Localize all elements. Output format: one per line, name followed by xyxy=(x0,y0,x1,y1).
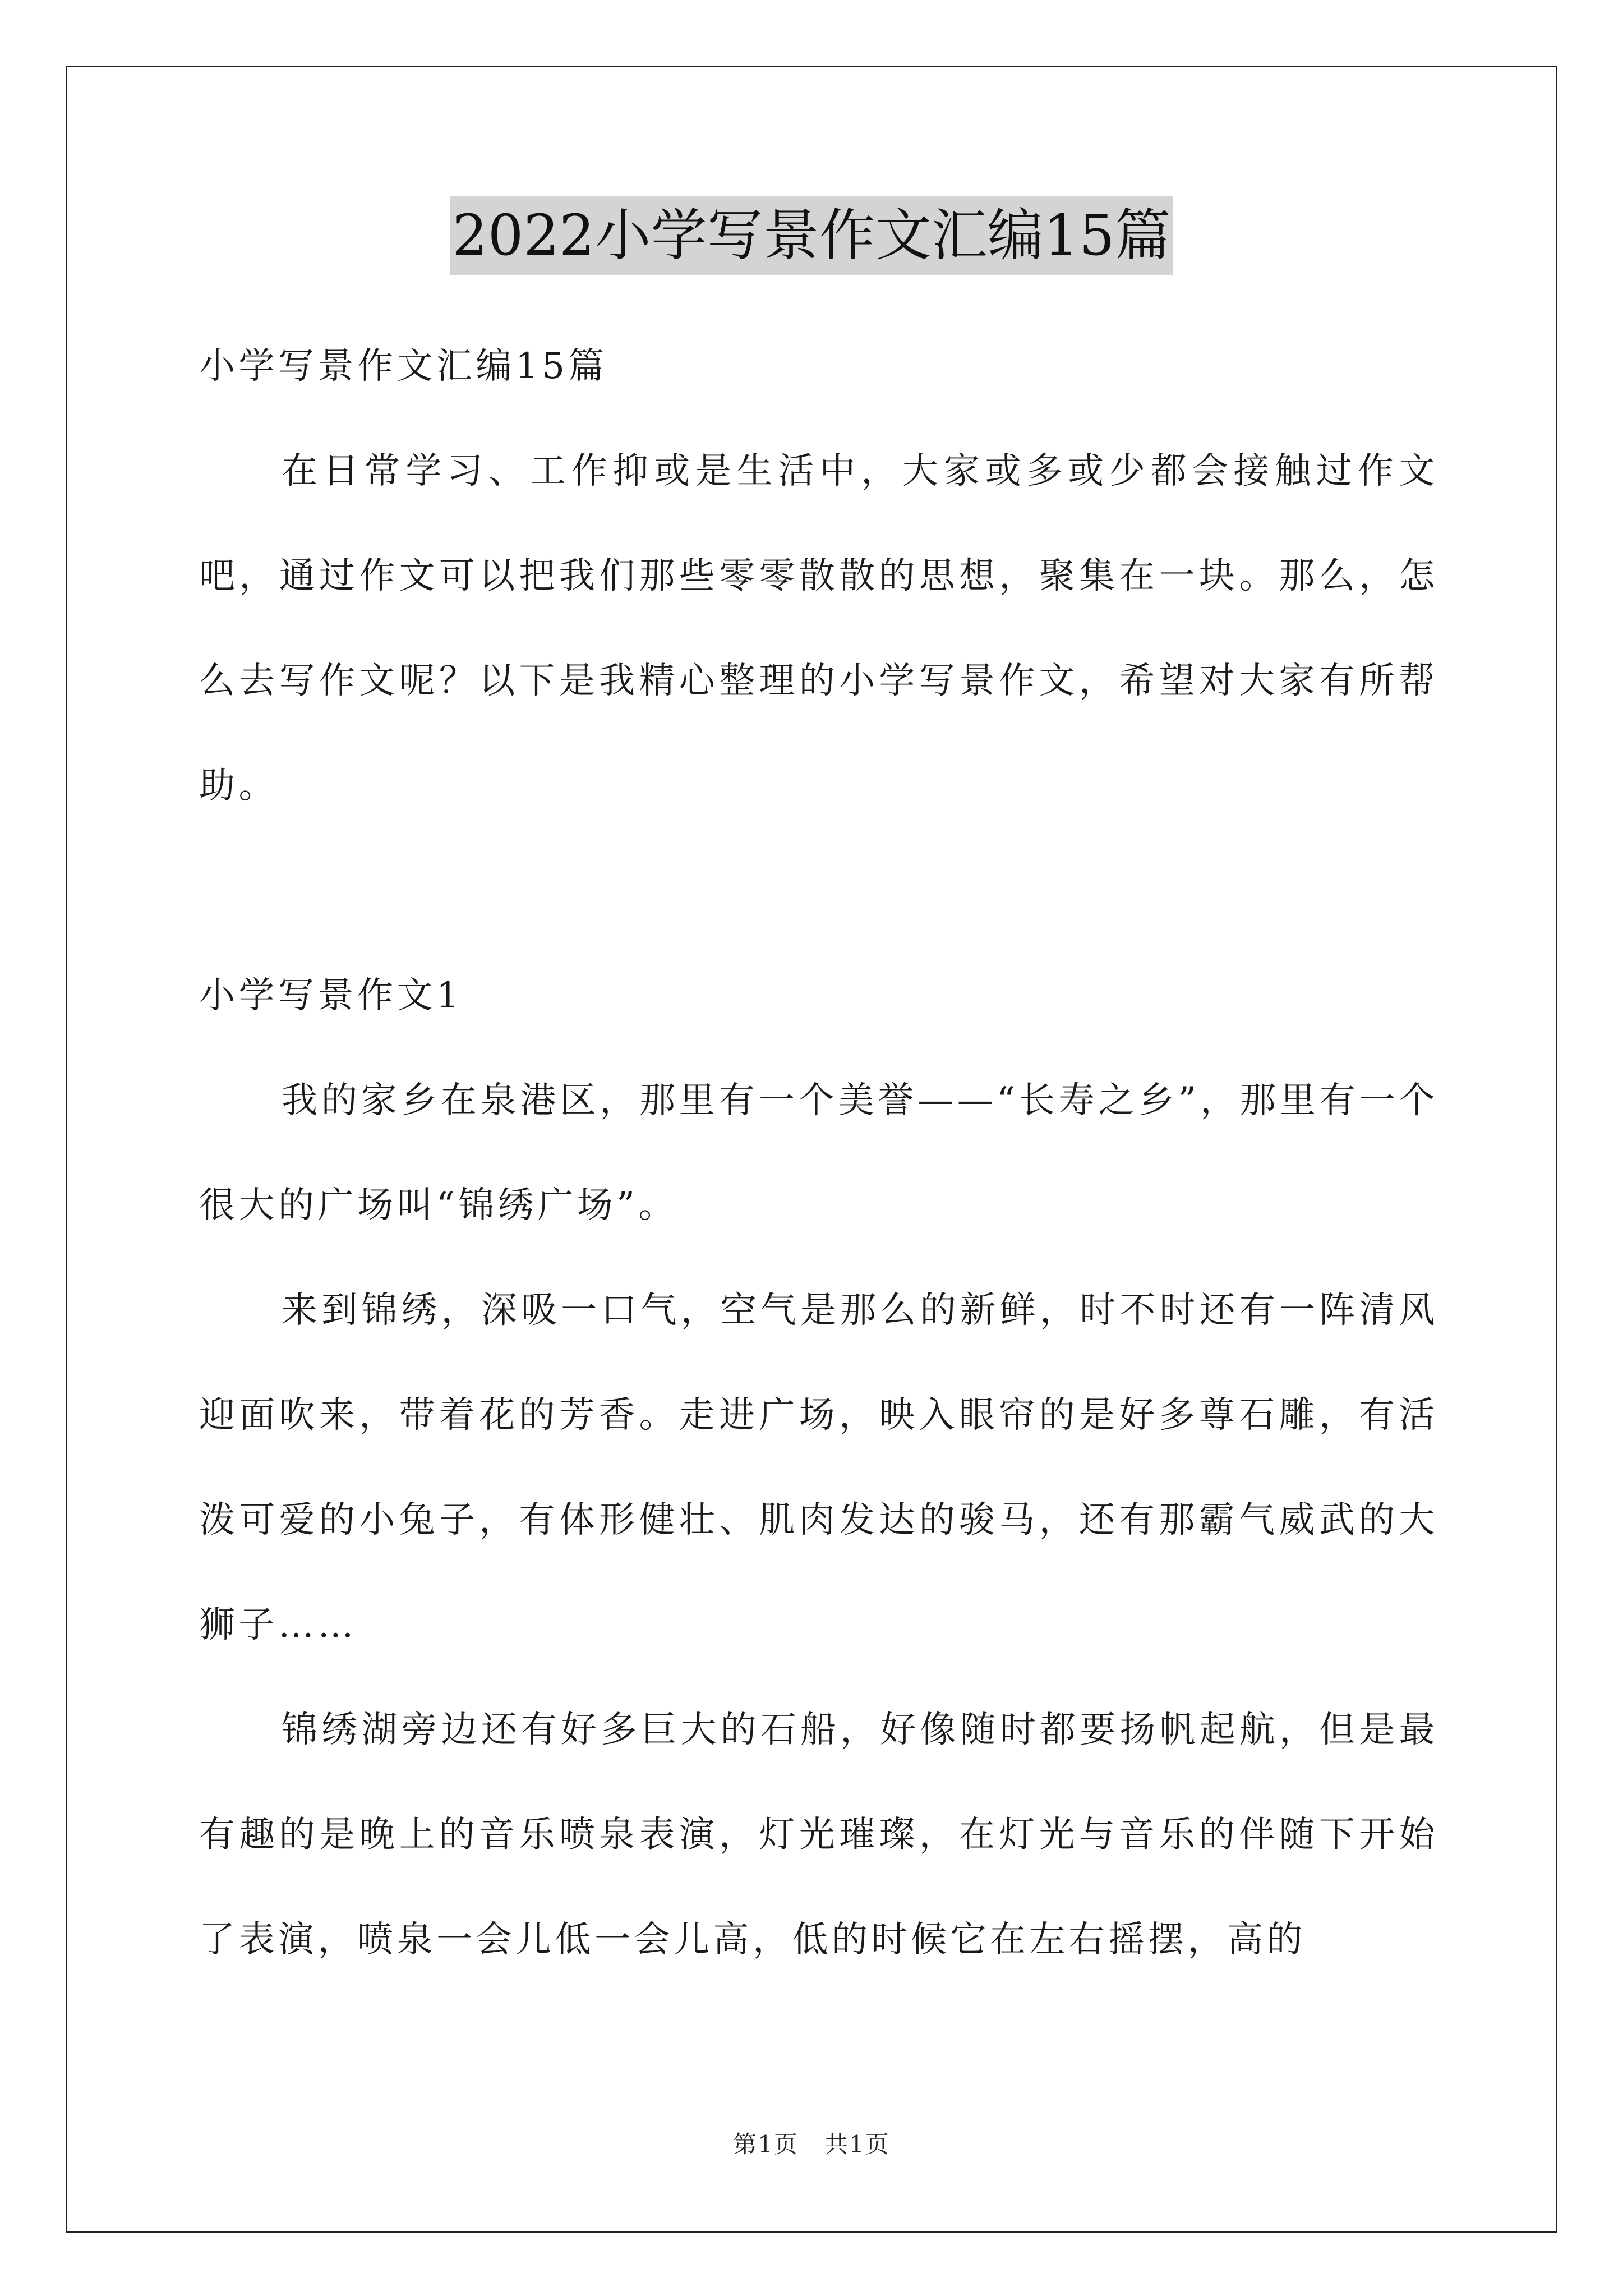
section-heading: 小学写景作文1 xyxy=(199,975,463,1016)
document-title: 2022小学写景作文汇编15篇 xyxy=(450,196,1173,275)
document-body xyxy=(199,314,1438,1993)
page-footer xyxy=(0,2126,1623,2160)
body-paragraph: 我的家乡在泉港区，那里有一个美誉——“长寿之乡”，那里有一个很大的广场叫“锦绣广场”。 xyxy=(199,1080,1438,1226)
body-paragraph: 来到锦绣，深吸一口气，空气是那么的新鲜，时不时还有一阵清风迎面吹来，带着花的芳香。走进广场，映入眼帘的是好多尊石雕，有活泼可爱的小兔子，有体形健壮、肌肉发达的骏马，还有那霸气威武的大狮子…… xyxy=(199,1290,1438,1646)
section-spacer xyxy=(199,839,1438,944)
document-subtitle: 小学写景作文汇编15篇 xyxy=(199,346,608,387)
body-paragraph: 锦绣湖旁边还有好多巨大的石船，好像随时都要扬帆起航，但是最有趣的是晚上的音乐喷泉表演，灯光璀璨，在灯光与音乐的伴随下开始了表演，喷泉一会儿低一会儿高，低的时候它在左右摇摆，高的 xyxy=(199,1709,1438,1961)
intro-paragraph: 在日常学习、工作抑或是生活中，大家或多或少都会接触过作文吧，通过作文可以把我们那些零零散散的思想，聚集在一块。那么，怎么去写作文呢？以下是我精心整理的小学写景作文，希望对大家有所帮助。 xyxy=(199,450,1438,807)
title-container xyxy=(0,196,1623,275)
page-number: 第1页 共1页 xyxy=(733,2131,890,2158)
